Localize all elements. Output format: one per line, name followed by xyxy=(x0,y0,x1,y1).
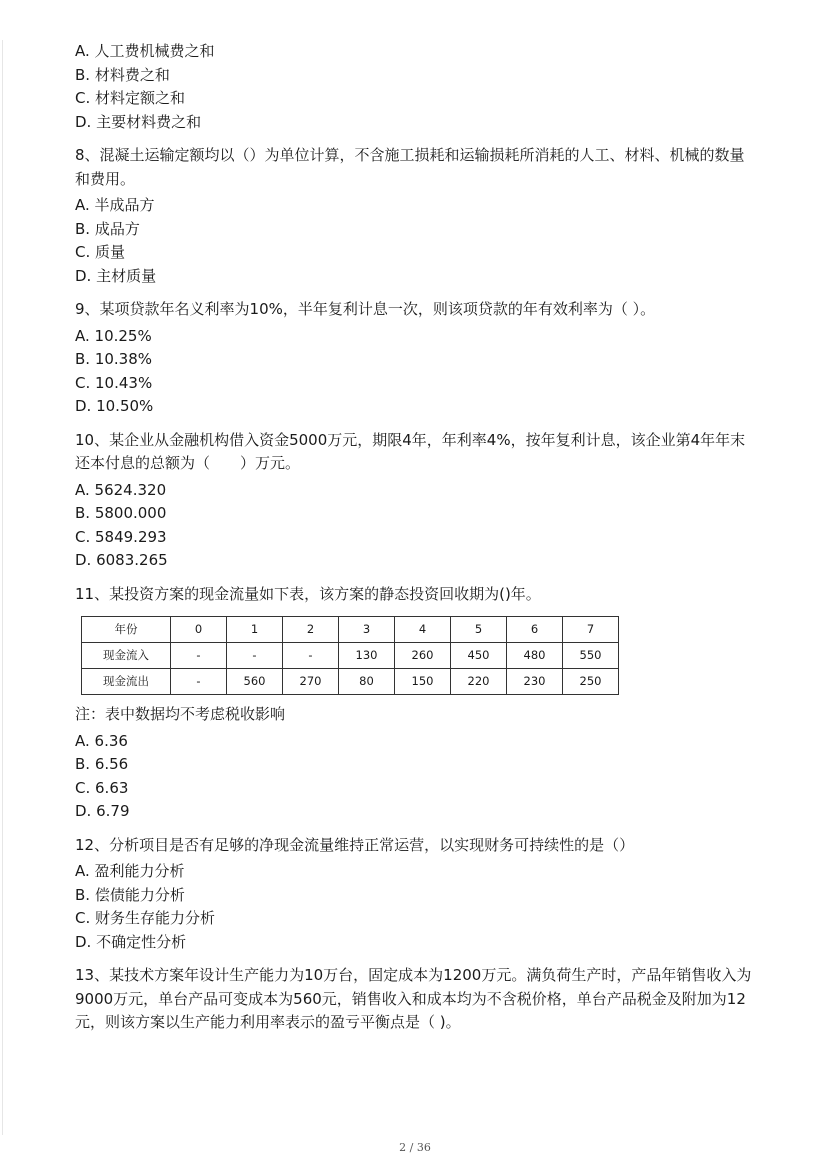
question-11-option-a: A. 6.36 xyxy=(75,731,128,750)
table-cell: 150 xyxy=(395,669,451,695)
question-10-option-a: A. 5624.320 xyxy=(75,480,167,499)
option-c: C. 材料定额之和 xyxy=(75,89,186,107)
question-8-option-c: C. 质量 xyxy=(75,243,126,261)
document-content xyxy=(75,40,755,1035)
question-10-option-c: C. 5849.293 xyxy=(75,527,167,546)
question-8-option-a: A. 半成品方 xyxy=(75,196,155,214)
page-number: 2 / 36 xyxy=(399,1141,431,1154)
question-10-stem: 10、某企业从金融机构借入资金5000万元，期限4年，年利率4%，按年复利计息，该企业第4年年末还本付息的总额为（ ）万元。 xyxy=(75,430,746,472)
cash-flow-table xyxy=(81,616,619,695)
table-cell: 1 xyxy=(227,617,283,643)
table-row-inflow xyxy=(82,643,619,669)
table-cell: 7 xyxy=(563,617,619,643)
table-cell: - xyxy=(227,643,283,669)
table-cell: 4 xyxy=(395,617,451,643)
table-cell: 270 xyxy=(283,669,339,695)
question-9-option-a: A. 10.25% xyxy=(75,326,152,345)
table-row-year xyxy=(82,617,619,643)
question-8-option-b: B. 成品方 xyxy=(75,219,140,238)
table-cell: 130 xyxy=(339,643,395,669)
question-11-stem: 11、某投资方案的现金流量如下表，该方案的静态投资回收期为()年。 xyxy=(75,584,541,603)
table-cell: 250 xyxy=(563,669,619,695)
question-12-option-a: A. 盈利能力分析 xyxy=(75,862,185,880)
table-cell: 480 xyxy=(507,643,563,669)
prev-question-options xyxy=(75,40,755,134)
table-cell: - xyxy=(171,669,227,695)
question-9-option-c: C. 10.43% xyxy=(75,373,153,392)
table-cell: 450 xyxy=(451,643,507,669)
table-cell: 260 xyxy=(395,643,451,669)
table-cell: 3 xyxy=(339,617,395,643)
question-13-stem: 13、某技术方案年设计生产能力为10万台，固定成本为1200万元。满负荷生产时，产品年销售收入为9000万元，单台产品可变成本为560元，销售收入和成本均为不含税价格，单台产品税金及附加为12元，则该方案以生产能力利用率表示的盈亏平衡点是（ )。 xyxy=(75,966,752,1031)
table-cell: 550 xyxy=(563,643,619,669)
question-12-option-d: D. 不确定性分析 xyxy=(75,932,187,951)
question-8-stem: 8、混凝土运输定额均以（）为单位计算，不含施工损耗和运输损耗所消耗的人工、材料、机械的数量和费用。 xyxy=(75,146,745,188)
question-9-stem: 9、某项贷款年名义利率为10%，半年复利计息一次，则该项贷款的年有效利率为（ ）。 xyxy=(75,300,656,318)
table-cell: - xyxy=(283,643,339,669)
table-cell: 现金流出 xyxy=(82,669,171,695)
table-cell: 230 xyxy=(507,669,563,695)
question-11-option-b: B. 6.56 xyxy=(75,755,129,773)
table-cell: 现金流入 xyxy=(82,643,171,669)
page-edge-line xyxy=(2,40,3,1135)
question-12-option-b: B. 偿债能力分析 xyxy=(75,885,185,904)
table-cell: 年份 xyxy=(82,617,171,643)
table-cell: 80 xyxy=(339,669,395,695)
table-cell: 2 xyxy=(283,617,339,643)
question-12-option-c: C. 财务生存能力分析 xyxy=(75,909,216,927)
table-note: 注：表中数据均不考虑税收影响 xyxy=(75,705,286,723)
option-d: D. 主要材料费之和 xyxy=(75,112,202,131)
table-cell: 560 xyxy=(227,669,283,695)
question-12-stem: 12、分析项目是否有足够的净现金流量维持正常运营，以实现财务可持续性的是（） xyxy=(75,835,635,854)
question-11-option-d: D. 6.79 xyxy=(75,802,130,820)
question-8-option-d: D. 主材质量 xyxy=(75,266,157,285)
question-9-option-b: B. 10.38% xyxy=(75,350,153,368)
question-11-option-c: C. 6.63 xyxy=(75,778,129,797)
question-10-option-b: B. 5800.000 xyxy=(75,504,167,522)
table-cell: 220 xyxy=(451,669,507,695)
table-cell: 5 xyxy=(451,617,507,643)
question-10-option-d: D. 6083.265 xyxy=(75,551,168,569)
table-cell: 0 xyxy=(171,617,227,643)
table-row-outflow xyxy=(82,669,619,695)
table-cell: 6 xyxy=(507,617,563,643)
table-cell: - xyxy=(171,643,227,669)
question-9-option-d: D. 10.50% xyxy=(75,397,154,415)
option-a: A. 人工费机械费之和 xyxy=(75,42,215,60)
option-b: B. 材料费之和 xyxy=(75,65,170,84)
